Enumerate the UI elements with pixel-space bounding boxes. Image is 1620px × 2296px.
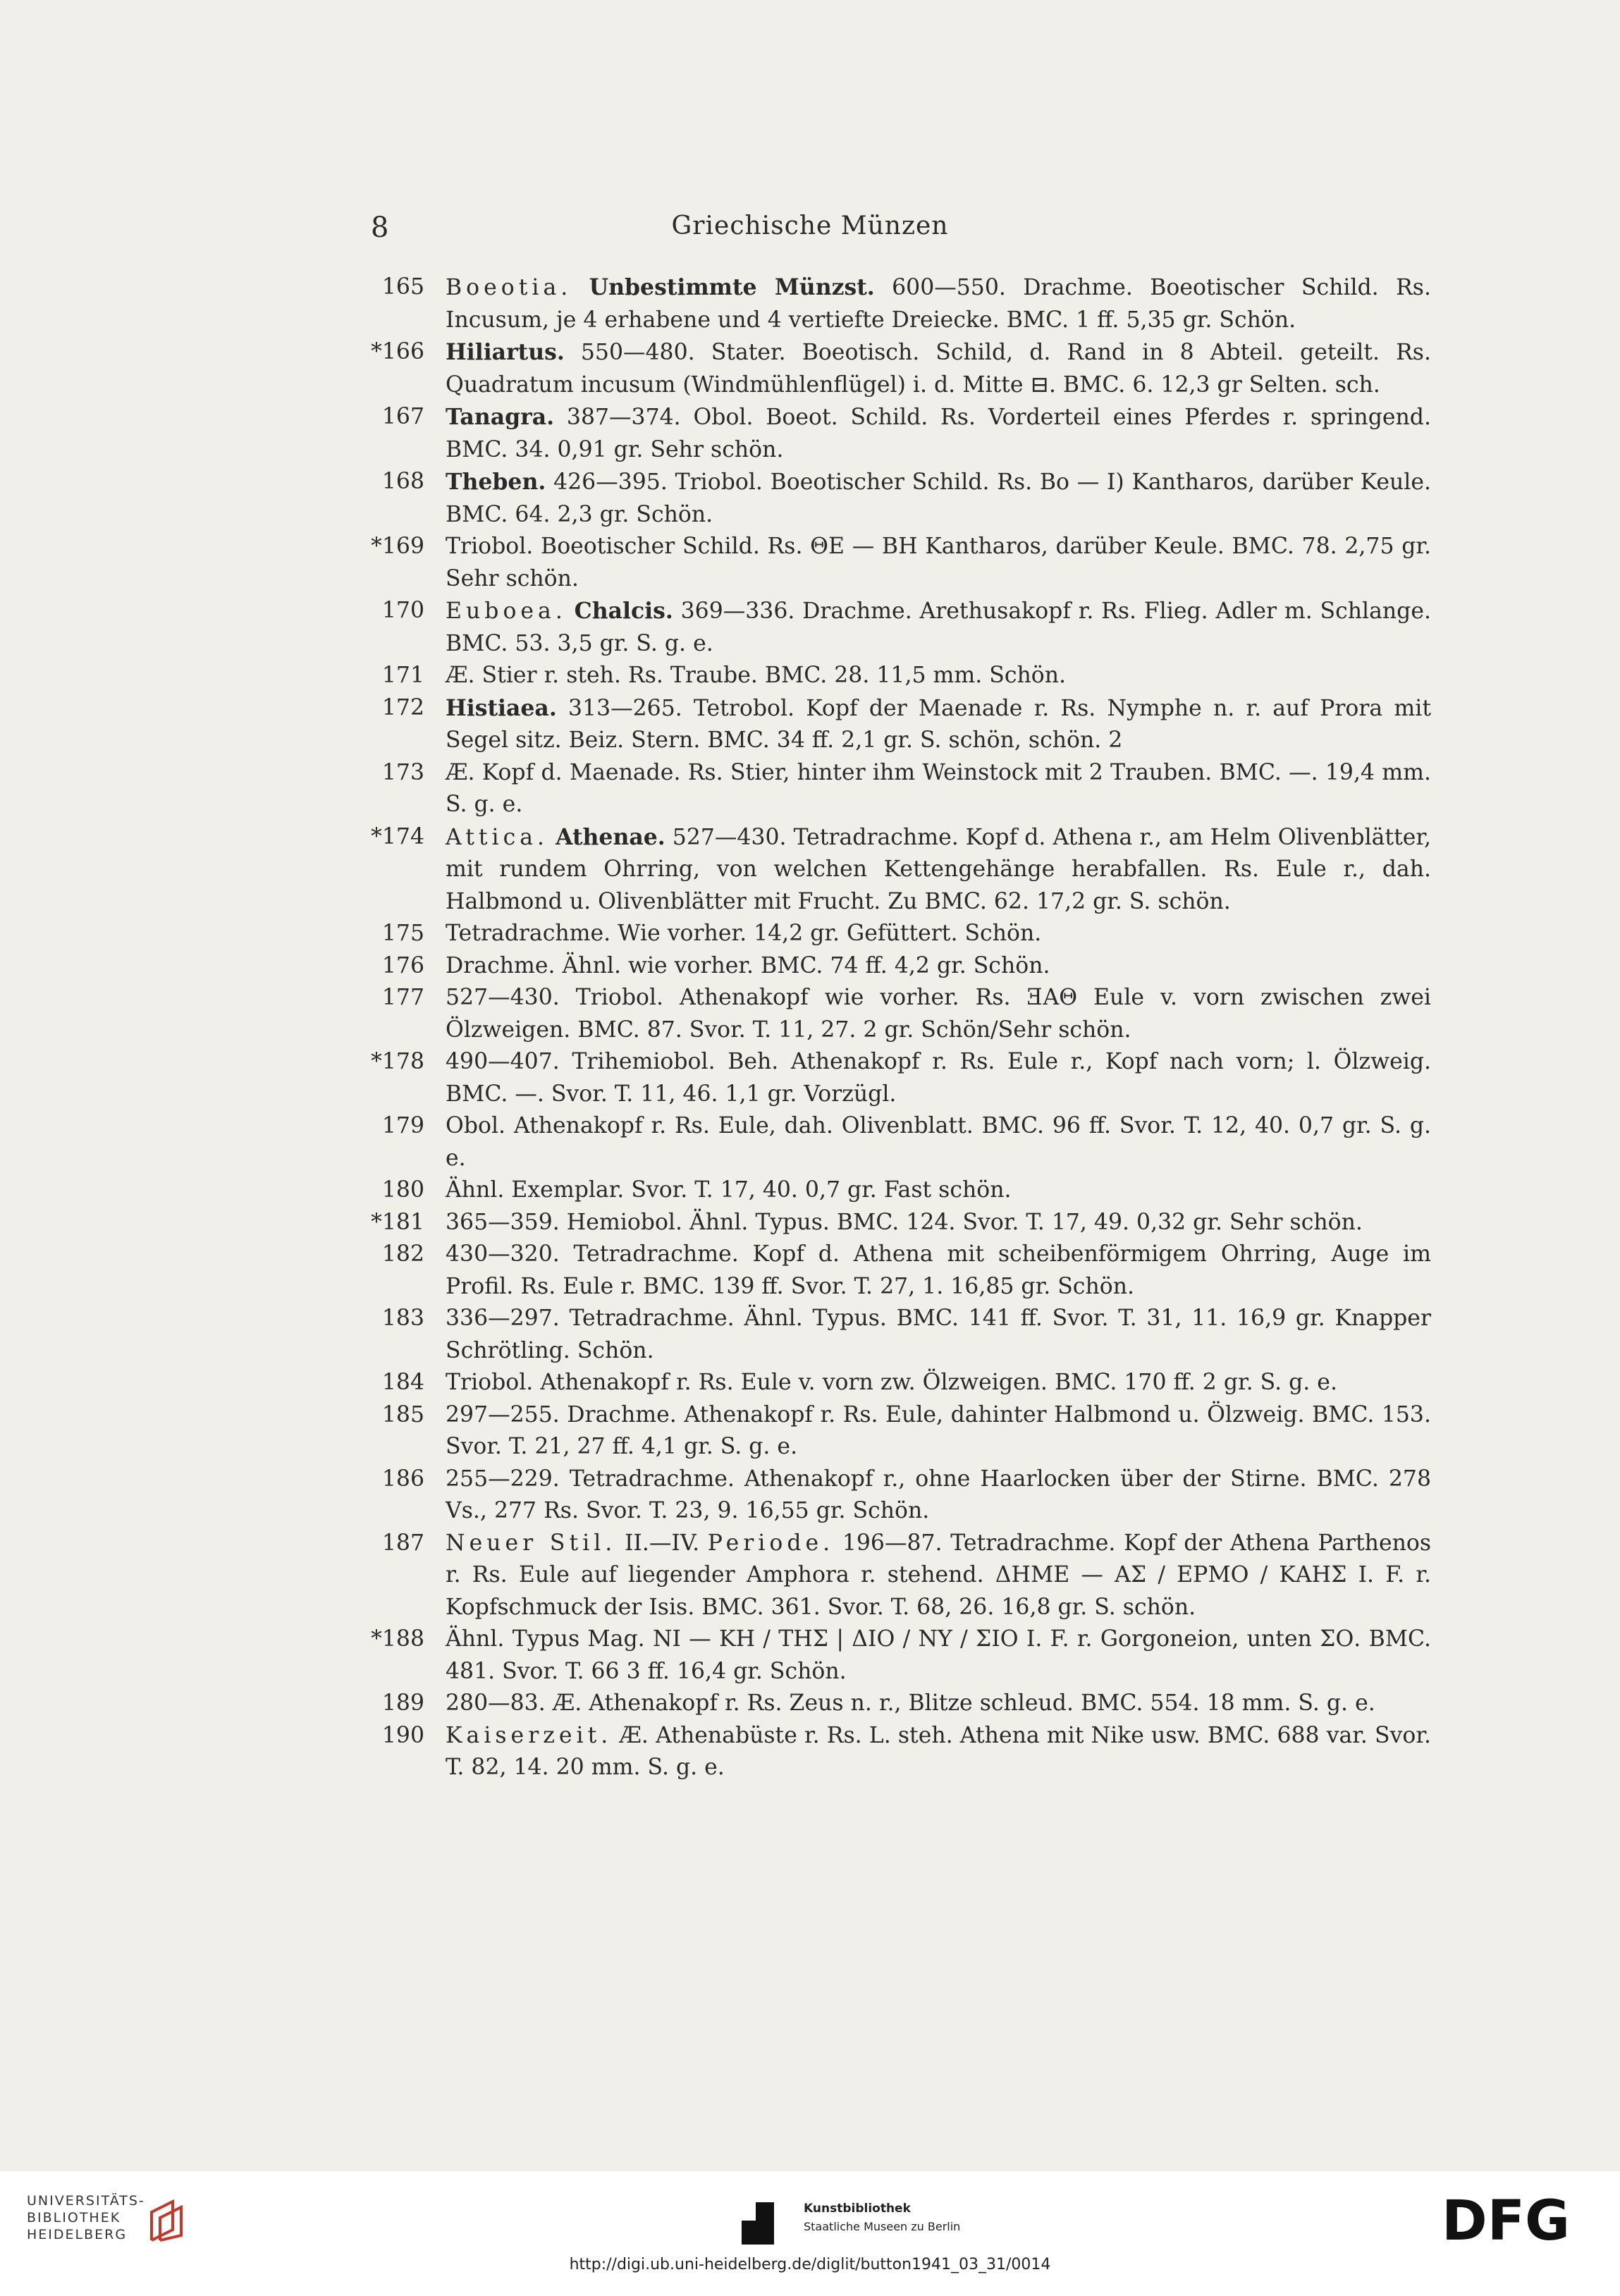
entry-text-part: Tanagra. xyxy=(446,404,555,430)
kb-title: Kunstbibliothek xyxy=(804,2202,911,2216)
entry-text-part: 490—407. Trihemiobol. Beh. Athenakopf r. Rs. Eule r., Kopf nach vorn; l. Ölzweig. BMC. —. Svor. T. 11, 46. 1,1 gr. Vorzügl. xyxy=(446,1049,1431,1107)
entry-text xyxy=(446,1623,1431,1688)
catalogue-entries xyxy=(367,271,1431,1784)
entry-number: 185 xyxy=(381,1401,424,1428)
catalogue-entry xyxy=(367,982,1431,1046)
catalogue-entry xyxy=(367,757,1431,821)
entry-text xyxy=(446,1720,1431,1784)
catalogue-entry xyxy=(367,401,1431,466)
entry-number: *174 xyxy=(371,823,424,849)
entry-text-part: II.—IV. xyxy=(616,1530,708,1556)
entry-number: 167 xyxy=(381,404,424,429)
entry-number: 171 xyxy=(381,663,424,688)
entry-text xyxy=(446,1303,1431,1367)
entry-text xyxy=(446,1174,1431,1207)
entry-text-part xyxy=(572,275,589,300)
entry-text-part: Æ. Kopf d. Maenade. Rs. Stier, hinter ihm Weinstock mit 2 Trauben. BMC. —. 19,4 mm. S. g. e. xyxy=(446,759,1431,817)
entry-text-part: 255—229. Tetradrachme. Athenakopf r., ohne Haarlocken über der Stirne. BMC. 278 Vs., 277 Rs. Svor. T. 23, 9. 16,55 gr. Schön. xyxy=(446,1466,1431,1523)
entry-number: *188 xyxy=(371,1626,424,1652)
catalogue-entry xyxy=(367,1207,1431,1239)
entry-number: 186 xyxy=(381,1466,424,1492)
catalogue-entry xyxy=(367,1623,1431,1688)
entry-number: 187 xyxy=(381,1530,424,1556)
catalogue-entry xyxy=(367,595,1431,660)
entry-text-part: Tetradrachme. Wie vorher. 14,2 gr. Gefüttert. Schön. xyxy=(446,921,1042,946)
ub-logo-line1: UNIVERSITÄTS- xyxy=(27,2193,145,2209)
running-head: Griechische Münzen xyxy=(671,211,949,240)
entry-text xyxy=(446,1046,1431,1110)
entry-text xyxy=(446,1463,1431,1528)
entry-text-part: 196—87. Tetradrachme. Kopf der Athena Parthenos r. Rs. Eule auf liegender Amphora r. stehend. ΔΗΜΕ — ΑΣ / ΕΡΜΟ / ΚΑΗΣ I. F. r. Kopfschmuck der Isis. BMC. 361. Svor. T. 68, 26. 16,8 gr. S. schön. xyxy=(446,1530,1432,1620)
catalogue-entry xyxy=(367,1528,1431,1624)
source-url[interactable]: http://digi.ub.uni-heidelberg.de/diglit/button1941_03_31/0014 xyxy=(569,2256,1051,2273)
ub-emblem-icon xyxy=(145,2198,194,2247)
entry-number: 190 xyxy=(381,1722,424,1748)
entry-number: *181 xyxy=(371,1209,424,1235)
entry-text xyxy=(446,595,1431,660)
entry-text xyxy=(446,336,1431,401)
entry-text-part: Kaiserzeit. xyxy=(446,1722,613,1748)
entry-number: *169 xyxy=(371,534,424,559)
entry-text-part: Theben. xyxy=(446,469,546,495)
entry-text-part: 527—430. Tetradrachme. Kopf d. Athena r., am Helm Olivenblätter, mit rundem Ohrring, von welchen Kettengehänge herabfallen. Rs. Eule r., dah. Halbmond u. Olivenblätter mit Frucht. Zu BMC. 62. 17,2 gr. S. schön. xyxy=(446,824,1432,914)
entry-number: 175 xyxy=(381,921,424,946)
entry-number: 168 xyxy=(381,469,424,494)
entry-text-part: Neuer Stil. xyxy=(446,1530,617,1556)
entry-text-part: Unbestimmte Münzst. xyxy=(589,274,875,300)
entry-text-part: 280—83. Æ. Athenakopf r. Rs. Zeus n. r., Blitze schleud. BMC. 554. 18 mm. S. g. e. xyxy=(446,1690,1375,1716)
entry-number: 176 xyxy=(381,952,424,978)
catalogue-entry xyxy=(367,918,1431,950)
entry-text xyxy=(446,1399,1431,1463)
footer-bar xyxy=(0,2171,1620,2296)
entry-number: *178 xyxy=(371,1049,424,1074)
entry-text-part: Obol. Athenakopf r. Rs. Eule, dah. Olivenblatt. BMC. 96 ff. Svor. T. 12, 40. 0,7 gr. S. g. e. xyxy=(446,1113,1431,1171)
entry-text xyxy=(446,757,1431,821)
entry-text xyxy=(446,950,1431,983)
entry-text-part: 550—480. Stater. Boeotisch. Schild, d. Rand in 8 Abteil. geteilt. Rs. Quadratum incusum (Windmühlenflügel) i. d. Mitte ⊟. BMC. 6. 12,3 gr Selten. sch. xyxy=(446,340,1431,398)
catalogue-entry xyxy=(367,1110,1431,1174)
catalogue-entry xyxy=(367,1688,1431,1720)
ub-logo-line3: HEIDELBERG xyxy=(27,2227,128,2242)
entry-text xyxy=(446,692,1431,757)
entry-text xyxy=(446,821,1431,919)
entry-text-part: Hiliartus. xyxy=(446,339,565,365)
entry-text-part: Euboea. xyxy=(446,598,567,624)
catalogue-entry xyxy=(367,1399,1431,1463)
catalogue-entry xyxy=(367,660,1431,692)
entry-text-part: Æ. Stier r. steh. Rs. Traube. BMC. 28. 11,5 mm. Schön. xyxy=(446,663,1067,688)
entry-text-part: Periode. xyxy=(707,1530,835,1556)
entry-text xyxy=(446,1528,1431,1624)
entry-number: 172 xyxy=(381,694,424,720)
entry-text-part: 365—359. Hemiobol. Ähnl. Typus. BMC. 124. Svor. T. 17, 49. 0,32 gr. Sehr schön. xyxy=(446,1209,1363,1235)
entry-text xyxy=(446,271,1431,336)
catalogue-entry xyxy=(367,1367,1431,1399)
entry-text-part: 336—297. Tetradrachme. Ähnl. Typus. BMC. 141 ff. Svor. T. 31, 11. 16,9 gr. Knapper Schrötling. Schön. xyxy=(446,1306,1431,1363)
entry-text-part: Æ. Athenabüste r. Rs. L. steh. Athena mit Nike usw. BMC. 688 var. Svor. T. 82, 14. 20 mm. S. g. e. xyxy=(446,1722,1431,1780)
entry-text-part: Chalcis. xyxy=(574,598,673,624)
entry-number: 179 xyxy=(381,1113,424,1138)
catalogue-entry xyxy=(367,692,1431,757)
entry-number: 183 xyxy=(381,1306,424,1331)
catalogue-entry xyxy=(367,1303,1431,1367)
entry-text xyxy=(446,1110,1431,1174)
page-number: 8 xyxy=(371,211,389,244)
entry-text xyxy=(446,918,1431,950)
kunstbibliothek-text[interactable] xyxy=(804,2199,960,2236)
entry-text xyxy=(446,401,1431,466)
entry-number: 173 xyxy=(381,759,424,785)
catalogue-entry xyxy=(367,1720,1431,1784)
catalogue-entry xyxy=(367,1463,1431,1528)
catalogue-entry xyxy=(367,1174,1431,1207)
ub-heidelberg-logo[interactable] xyxy=(27,2192,145,2243)
catalogue-entry xyxy=(367,336,1431,401)
entry-text-part: 426—395. Triobol. Boeotischer Schild. Rs. Bo — I) Kantharos, darüber Keule. BMC. 64. 2,3 gr. Schön. xyxy=(446,469,1431,527)
entry-text xyxy=(446,1367,1431,1399)
entry-text-part: 600—550. Drachme. Boeotischer Schild. Rs. Incusum, je 4 erhabene und 4 vertiefte Dreiecke. BMC. 1 ff. 5,35 gr. Schön. xyxy=(446,275,1431,333)
catalogue-entry xyxy=(367,1046,1431,1110)
entry-number: 189 xyxy=(381,1690,424,1716)
entry-number: 184 xyxy=(381,1370,424,1395)
dfg-logo[interactable] xyxy=(1442,2196,1597,2245)
catalogue-entry xyxy=(367,821,1431,919)
entry-number: 177 xyxy=(381,985,424,1010)
entry-text-part: Triobol. Boeotischer Schild. Rs. ΘE — BH Kantharos, darüber Keule. BMC. 78. 2,75 gr. Sehr schön. xyxy=(446,534,1431,591)
entry-text-part: Drachme. Ähnl. wie vorher. BMC. 74 ff. 4,2 gr. Schön. xyxy=(446,952,1050,978)
dfg-logo-text: DFG xyxy=(1442,2196,1571,2245)
catalogue-entry xyxy=(367,950,1431,983)
entry-text xyxy=(446,531,1431,595)
entry-text-part: Ähnl. Exemplar. Svor. T. 17, 40. 0,7 gr. Fast schön. xyxy=(446,1177,1012,1203)
entry-text xyxy=(446,982,1431,1046)
kb-subtitle: Staatliche Museen zu Berlin xyxy=(804,2220,961,2233)
entry-text xyxy=(446,1239,1431,1303)
catalogue-entry xyxy=(367,271,1431,336)
entry-text-part xyxy=(567,598,575,624)
entry-text xyxy=(446,660,1431,692)
ub-logo-line2: BIBLIOTHEK xyxy=(27,2210,121,2226)
entry-text-part: Boeotia. xyxy=(446,275,572,300)
entry-text xyxy=(446,466,1431,531)
catalogue-entry xyxy=(367,1239,1431,1303)
entry-text-part: Athenae. xyxy=(556,823,665,850)
entry-text-part: 430—320. Tetradrachme. Kopf d. Athena mit scheibenförmigem Ohrring, Auge im Profil. Rs. Eule r. BMC. 139 ff. Svor. T. 27, 1. 16,85 gr. Schön. xyxy=(446,1241,1431,1299)
entry-text xyxy=(446,1207,1431,1239)
entry-text-part: 369—336. Drachme. Arethusakopf r. Rs. Flieg. Adler m. Schlange. BMC. 53. 3,5 gr. S. g. e. xyxy=(446,598,1431,656)
entry-text-part: 387—374. Obol. Boeot. Schild. Rs. Vorderteil eines Pferdes r. springend. BMC. 34. 0,91 gr. Sehr schön. xyxy=(446,405,1431,462)
entry-text-part xyxy=(548,825,556,850)
entry-number: 165 xyxy=(381,274,424,300)
entry-text-part: 313—265. Tetrobol. Kopf der Maenade r. Rs. Nymphe n. r. auf Prora mit Segel sitz. Beiz. Stern. BMC. 34 ff. 2,1 gr. S. schön, schön. 2 xyxy=(446,695,1431,753)
entry-text-part: Attica. xyxy=(446,824,549,850)
entry-text-part: 527—430. Triobol. Athenakopf wie vorher. Rs. ƎAΘ Eule v. vorn zwischen zwei Ölzweigen. BMC. 87. Svor. T. 11, 27. 2 gr. Schön/Sehr schön. xyxy=(446,985,1431,1043)
entry-number: *166 xyxy=(371,339,424,364)
entry-text-part: Ähnl. Typus Mag. NI — KH / ΤΗΣ | ΔΙΟ / ΝΥ / ΣΙΟ I. F. r. Gorgoneion, unten ΣΟ. BMC. 481. Svor. T. 66 3 ff. 16,4 gr. Schön. xyxy=(446,1626,1431,1684)
catalogue-entry xyxy=(367,531,1431,595)
kunstbibliothek-logo-icon xyxy=(742,2202,774,2245)
entry-number: 182 xyxy=(381,1241,424,1267)
entry-text-part: Histiaea. xyxy=(446,694,557,721)
entry-number: 170 xyxy=(381,598,424,623)
entry-number: 180 xyxy=(381,1177,424,1203)
entry-text xyxy=(446,1688,1431,1720)
entry-text-part: 297—255. Drachme. Athenakopf r. Rs. Eule, dahinter Halbmond u. Ölzweig. BMC. 153. Svor. T. 21, 27 ff. 4,1 gr. S. g. e. xyxy=(446,1401,1431,1459)
catalogue-entry xyxy=(367,466,1431,531)
entry-text-part: Triobol. Athenakopf r. Rs. Eule v. vorn zw. Ölzweigen. BMC. 170 ff. 2 gr. S. g. e. xyxy=(446,1370,1337,1395)
